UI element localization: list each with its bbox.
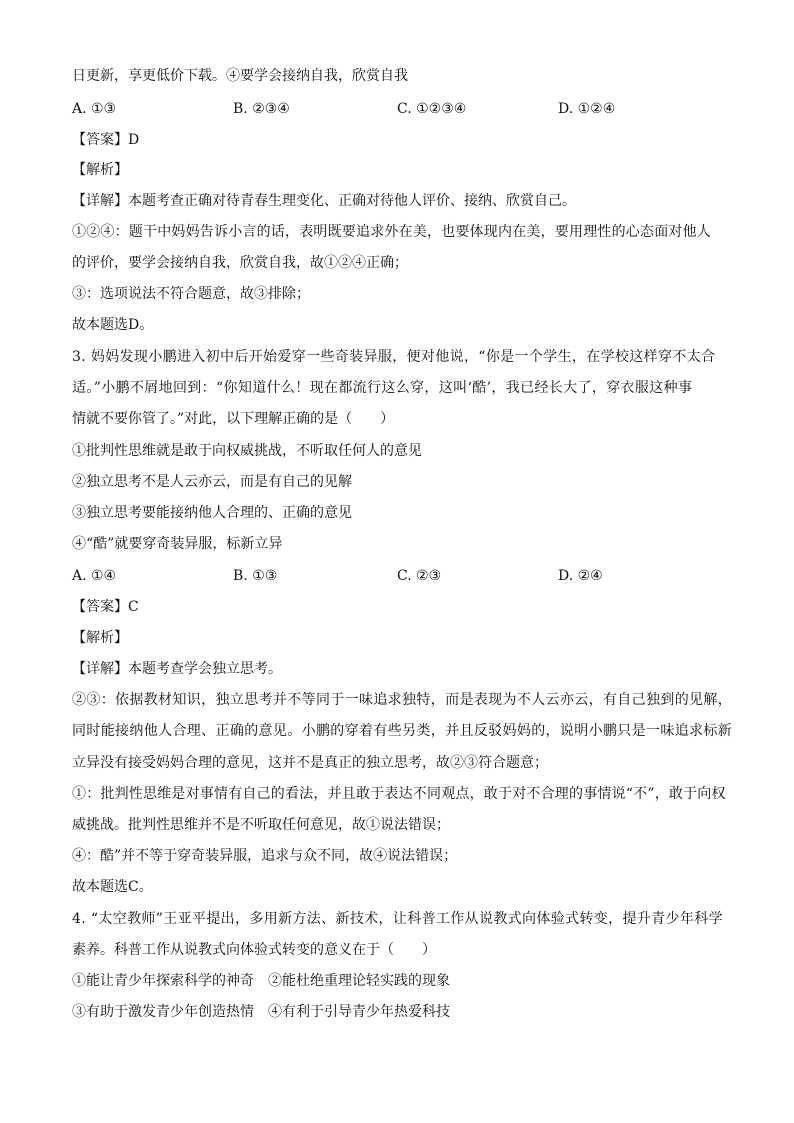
q3-answer: 【答案】C bbox=[72, 599, 139, 615]
q2-option-a: A. ①③ bbox=[72, 101, 117, 117]
q4-stem-line-2: 素养。科普工作从说教式向体验式转变的意义在于（ ） bbox=[72, 942, 436, 958]
q2-detail-line-3: ③：选项说法不符合题意，故③排除； bbox=[72, 286, 310, 302]
q3-stem-line-2: 适。”小鹏不屑地回到：“你知道什么！现在都流行这么穿，这叫‘酷’，我已经长大了，穿衣服这种事 bbox=[72, 380, 693, 396]
q3-statement-1: ①批判性思维就是敢于向权威挑战，不听取任何人的意见 bbox=[72, 443, 422, 459]
q3-detail-line-2: 同时能接纳他人合理、正确的意见。小鹏的穿着有些另类，并且反驳妈妈的，说明小鹏只是一味追求标新 bbox=[72, 723, 733, 739]
q3-option-b: B. ①③ bbox=[233, 568, 278, 584]
q3-statement-3: ③独立思考要能接纳他人合理的、正确的意见 bbox=[72, 505, 352, 521]
q3-detail-line-6: ④：酷”并不等于穿奇装异服，追求与众不同，故④说法错误； bbox=[72, 848, 458, 864]
q2-line-tail: 日更新，享更低价下载。④要学会接纳自我，欣赏自我 bbox=[72, 68, 408, 84]
q3-detail: 【详解】本题考查学会独立思考。 bbox=[72, 661, 282, 677]
q2-detail: 【详解】本题考查正确对待青春生理变化、正确对待他人评价、接纳、欣赏自己。 bbox=[72, 193, 576, 209]
q4-statements-3-4: ③有助于激发青少年创造热情 ④有利于引导青少年热爱科技 bbox=[72, 1004, 450, 1020]
q3-option-d: D. ②④ bbox=[558, 568, 603, 584]
q3-conclusion: 故本题选C。 bbox=[72, 879, 153, 895]
q2-option-d: D. ①②④ bbox=[558, 101, 616, 117]
q2-option-b: B. ②③④ bbox=[233, 101, 290, 117]
q2-analysis-label: 【解析】 bbox=[72, 162, 128, 178]
q3-option-a: A. ①④ bbox=[72, 568, 117, 584]
q2-conclusion: 故本题选D。 bbox=[72, 317, 154, 333]
q4-stem-line-1: 4. “太空教师”王亚平提出，多用新方法、新技术，让科普工作从说教式向体验式转变，提升青少年科学 bbox=[72, 911, 723, 927]
q3-option-c: C. ②③ bbox=[397, 568, 442, 584]
q3-detail-line-4: ①：批判性思维是对事情有自己的看法，并且敢于表达不同观点，敢于对不合理的事情说“不”，敢于向权 bbox=[72, 786, 726, 802]
q3-statement-4: ④“酷”就要穿奇装异服，标新立异 bbox=[72, 536, 283, 552]
q2-answer: 【答案】D bbox=[72, 132, 140, 148]
q2-option-c: C. ①②③④ bbox=[397, 101, 467, 117]
q2-detail-line-1: ①②④：题干中妈妈告诉小言的话，表明既要追求外在美，也要体现内在美，要用理性的心态面对他人 bbox=[72, 224, 711, 240]
q2-detail-line-2: 的评价，要学会接纳自我，欣赏自我，故①②④正确； bbox=[72, 255, 408, 271]
q3-stem-line-1: 3. 妈妈发现小鹏进入初中后开始爱穿一些奇装异服，便对他说，“你是一个学生，在学校这样穿不太合 bbox=[72, 349, 716, 365]
q3-detail-line-5: 威挑战。批判性思维并不是不听取任何意见，故①说法错误； bbox=[72, 817, 450, 833]
q3-statement-2: ②独立思考不是人云亦云，而是有自己的见解 bbox=[72, 474, 352, 490]
q3-detail-line-3: 立异没有接受妈妈合理的意见，这并不是真正的独立思考，故②③符合题意； bbox=[72, 755, 548, 771]
q3-stem-line-3: 情就不要你管了。”对此，以下理解正确的是（ ） bbox=[72, 411, 395, 427]
q4-statements-1-2: ①能让青少年探索科学的神奇 ②能杜绝重理论轻实践的现象 bbox=[72, 973, 450, 989]
q3-analysis-label: 【解析】 bbox=[72, 630, 128, 646]
q3-detail-line-1: ②③：依据教材知识，独立思考并不等同于一味追求独特，而是表现为不人云亦云，有自己独到的见解， bbox=[72, 692, 733, 708]
